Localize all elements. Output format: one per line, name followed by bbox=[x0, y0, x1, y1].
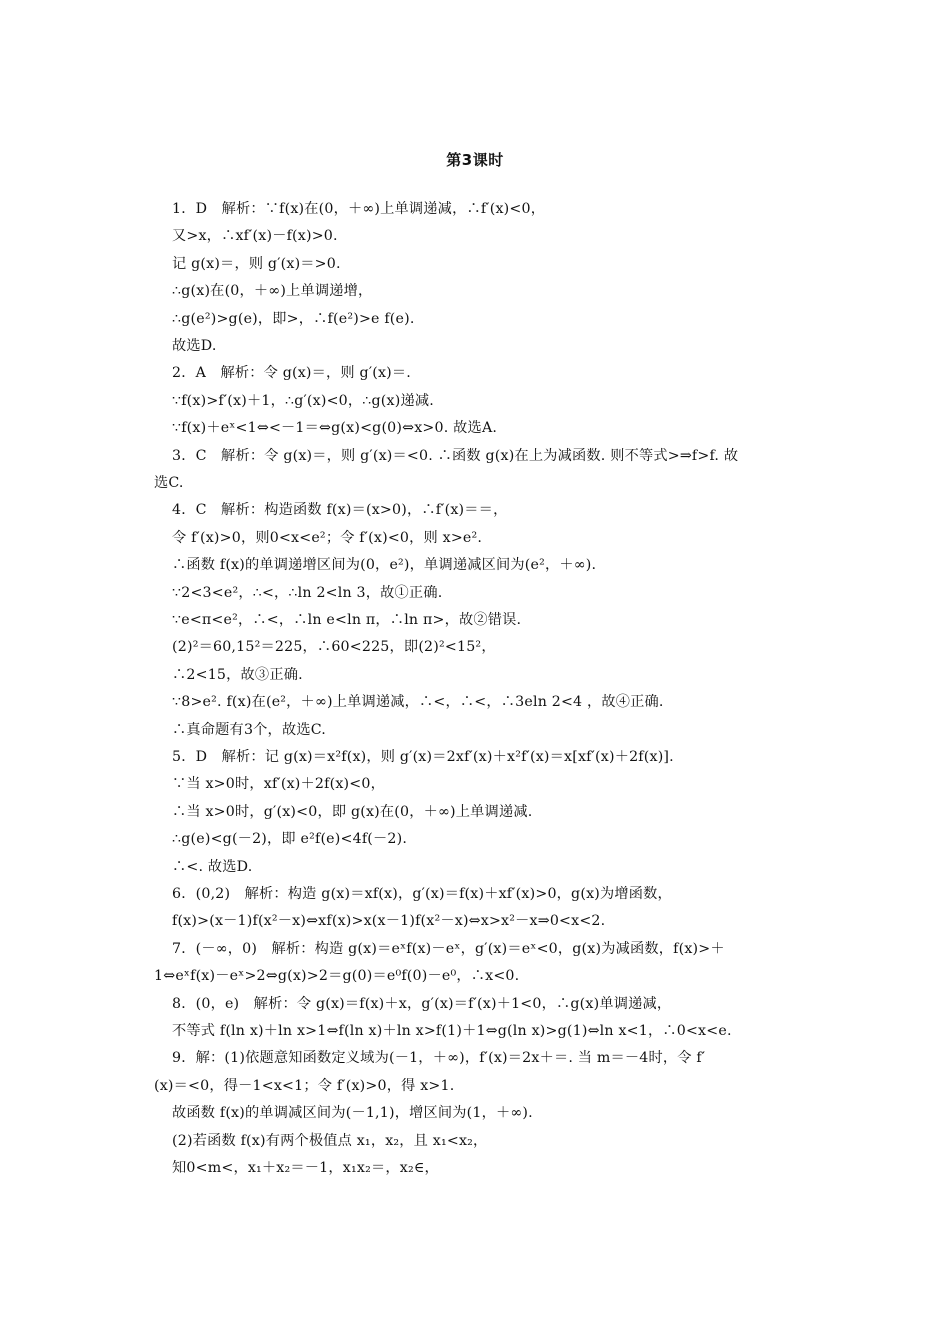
text-line: 9．解：(1)依题意知函数定义域为(－1，＋∞)，f′(x)＝2x＋＝. 当 m＝－4时，令 f′ bbox=[172, 1050, 706, 1067]
text-line: ∴当 x>0时，g′(x)<0，即 g(x)在(0，＋∞)上单调递减. bbox=[172, 803, 533, 820]
text-line: ∴g(e)<g(－2)，即 e²f(e)<4f(－2). bbox=[172, 831, 408, 848]
text-line: ∴<. 故选D. bbox=[172, 858, 253, 875]
text-line: ∵当 x>0时，xf′(x)＋2f(x)<0， bbox=[172, 776, 385, 793]
text-line: 记 g(x)＝，则 g′(x)＝>0. bbox=[172, 255, 341, 272]
text-line: ∴g(e²)>g(e)，即>，∴f(e²)>e f(e). bbox=[172, 310, 415, 327]
text-line: 选C. bbox=[154, 475, 184, 491]
text-line: 1⇔eˣf(x)－eˣ>2⇔g(x)>2＝g(0)＝e⁰f(0)－e⁰，∴x<0. bbox=[154, 968, 520, 985]
text-line: 又>x，∴xf′(x)－f(x)>0. bbox=[172, 228, 338, 245]
text-line: 5．D 解析：记 g(x)＝x²f(x)，则 g′(x)＝2xf′(x)＋x²f′(x)＝x[xf′(x)＋2f(x)]. bbox=[172, 749, 674, 765]
text-line: ∵f(x)>f′(x)＋1，∴g′(x)<0，∴g(x)递减. bbox=[172, 392, 434, 409]
text-line: 1．D 解析：∵f(x)在(0，＋∞)上单调递减，∴f′(x)<0， bbox=[172, 201, 546, 217]
text-line: ∴真命题有3个，故选C. bbox=[172, 721, 326, 738]
text-line: 故函数 f(x)的单调减区间为(－1,1)，增区间为(1，＋∞). bbox=[172, 1105, 533, 1122]
text-line: (2)²＝60,15²＝225，∴60<225，即(2)²<15²， bbox=[172, 639, 496, 656]
text-line: 2．A 解析：令 g(x)＝，则 g′(x)＝. bbox=[172, 365, 412, 382]
text-line: ∵e<π<e²，∴<，∴ln e<ln π，∴ln π>，故②错误. bbox=[172, 612, 522, 628]
text-line: 令 f′(x)>0，则0<x<e²；令 f′(x)<0，则 x>e². bbox=[172, 529, 483, 546]
text-line: 7．(－∞，0) 解析：构造 g(x)＝eˣf(x)－eˣ，g′(x)＝eˣ<0，g(x)为减函数，f(x)>＋ bbox=[172, 940, 725, 957]
text-line: ∵8>e². f(x)在(e²，＋∞)上单调递减，∴<，∴<，∴3eln 2<4 ，故④正确. bbox=[172, 694, 664, 711]
text-line: (x)＝<0，得－1<x<1；令 f′(x)>0，得 x>1. bbox=[154, 1077, 455, 1094]
text-line: 6．(0,2) 解析：构造 g(x)＝xf(x)，g′(x)＝f(x)＋xf′(x)>0，g(x)为增函数， bbox=[172, 886, 672, 902]
text-line: 故选D. bbox=[172, 338, 217, 354]
text-line: 3．C 解析：令 g(x)＝，则 g′(x)＝<0. ∴函数 g(x)在上为减函数. 则不等式>⇒f>f. 故 bbox=[172, 447, 739, 464]
text-line: ∴2<15，故③正确. bbox=[172, 666, 303, 683]
text-line: 4．C 解析：构造函数 f(x)＝(x>0)，∴f′(x)＝＝， bbox=[172, 502, 508, 519]
text-line: 8．(0，e) 解析：令 g(x)＝f(x)＋x，g′(x)＝f′(x)＋1<0，∴g(x)单调递减， bbox=[172, 995, 672, 1012]
text-line: 知0<m<，x₁＋x₂＝－1，x₁x₂＝，x₂∈， bbox=[172, 1160, 439, 1176]
text-line: ∵2<3<e²，∴<，∴ln 2<ln 3，故①正确. bbox=[172, 584, 443, 601]
text-line: ∵f(x)＋eˣ<1⇔<－1＝⇔g(x)<g(0)⇔x>0. 故选A. bbox=[172, 420, 498, 437]
page-title: 第3课时 bbox=[446, 151, 504, 169]
text-line: ∴函数 f(x)的单调递增区间为(0，e²)，单调递减区间为(e²，＋∞). bbox=[172, 557, 597, 574]
text-line: f(x)>(x－1)f(x²－x)⇔xf(x)>x(x－1)f(x²－x)⇔x>x²－x⇒0<x<2. bbox=[172, 913, 606, 930]
text-line: 不等式 f(ln x)＋ln x>1⇔f(ln x)＋ln x>f(1)＋1⇔g(ln x)>g(1)⇔ln x<1，∴0<x<e. bbox=[172, 1023, 732, 1039]
text-line: ∴g(x)在(0，＋∞)上单调递增， bbox=[172, 283, 373, 300]
text-line: (2)若函数 f(x)有两个极值点 x₁，x₂，且 x₁<x₂， bbox=[172, 1132, 488, 1149]
